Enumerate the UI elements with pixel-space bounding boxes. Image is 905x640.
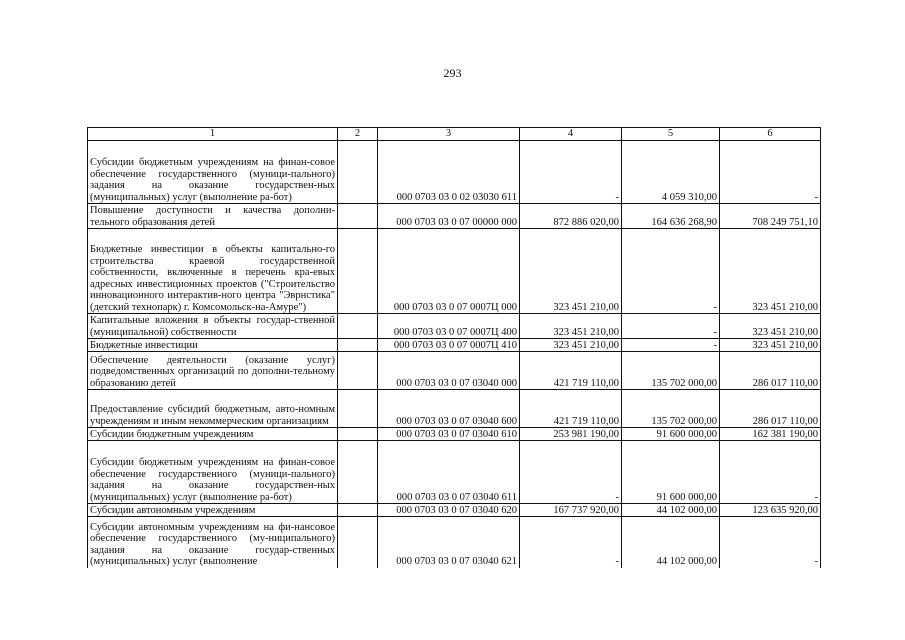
- row-col2: [338, 204, 378, 229]
- table-row: [88, 390, 821, 428]
- row-value-6: 323 451 210,00: [720, 314, 821, 339]
- table-row: [88, 352, 821, 390]
- row-value-4: 323 451 210,00: [520, 314, 622, 339]
- table-row: [88, 517, 821, 568]
- row-col2: [338, 141, 378, 204]
- table-row: [88, 441, 821, 504]
- row-value-5: -: [622, 314, 720, 339]
- row-col2: [338, 229, 378, 314]
- row-name: Бюджетные инвестиции в объекты капитально-го строительства краевой государственной собственности, включенные в перечень кра-евых адресных инвестиционных проектов ("Строительство инновационного интерактив-ного центра "Эврнстика" (детский технопарк) г. Комсомольск-на-Амуре"): [88, 229, 338, 314]
- row-name: Субсидии автономным учреждениям: [88, 504, 338, 517]
- row-name: Субсидии бюджетным учреждениям: [88, 428, 338, 441]
- row-value-4: 323 451 210,00: [520, 339, 622, 352]
- row-value-5: 164 636 268,90: [622, 204, 720, 229]
- row-col2: [338, 441, 378, 504]
- row-col2: [338, 504, 378, 517]
- row-col2: [338, 428, 378, 441]
- column-header: 5: [622, 128, 720, 141]
- row-code: 000 0703 03 0 07 00000 000: [378, 204, 520, 229]
- row-value-6: 286 017 110,00: [720, 352, 821, 390]
- row-value-5: 91 600 000,00: [622, 428, 720, 441]
- column-header: 1: [88, 128, 338, 141]
- row-name: Субсидии бюджетным учреждениям на финан-совое обеспечение государственного (муници-пального) задания на оказание государствен-ных (муниципальных) услуг (выполнение ра-бот): [88, 441, 338, 504]
- row-code: 000 0703 03 0 07 03040 000: [378, 352, 520, 390]
- row-col2: [338, 314, 378, 339]
- row-code: 000 0703 03 0 07 03040 610: [378, 428, 520, 441]
- table-row: [88, 229, 821, 314]
- row-value-4: 167 737 920,00: [520, 504, 622, 517]
- row-value-6: 162 381 190,00: [720, 428, 821, 441]
- row-value-6: -: [720, 141, 821, 204]
- row-value-6: 323 451 210,00: [720, 229, 821, 314]
- row-value-4: 253 981 190,00: [520, 428, 622, 441]
- row-value-5: -: [622, 339, 720, 352]
- row-value-5: 135 702 000,00: [622, 352, 720, 390]
- row-code: 000 0703 03 0 07 0007Ц 400: [378, 314, 520, 339]
- table-row: [88, 314, 821, 339]
- row-value-6: 123 635 920,00: [720, 504, 821, 517]
- row-value-5: 44 102 000,00: [622, 504, 720, 517]
- row-value-4: -: [520, 441, 622, 504]
- row-value-6: 708 249 751,10: [720, 204, 821, 229]
- row-code: 000 0703 03 0 07 03040 611: [378, 441, 520, 504]
- row-name: Повышение доступности и качества дополни-тельного образования детей: [88, 204, 338, 229]
- row-code: 000 0703 03 0 02 03030 611: [378, 141, 520, 204]
- row-value-4: -: [520, 517, 622, 568]
- column-header: 2: [338, 128, 378, 141]
- column-header: 3: [378, 128, 520, 141]
- row-col2: [338, 352, 378, 390]
- row-value-4: 872 886 020,00: [520, 204, 622, 229]
- row-value-5: 44 102 000,00: [622, 517, 720, 568]
- table-row: [88, 504, 821, 517]
- column-header: 4: [520, 128, 622, 141]
- row-code: 000 0703 03 0 07 0007Ц 410: [378, 339, 520, 352]
- table-row: [88, 141, 821, 204]
- table-header-row: [88, 128, 821, 141]
- row-value-4: -: [520, 141, 622, 204]
- table-row: [88, 428, 821, 441]
- row-name: Обеспечение деятельности (оказание услуг) подведомственных организаций по дополни-тельному образованию детей: [88, 352, 338, 390]
- row-value-6: 323 451 210,00: [720, 339, 821, 352]
- row-value-5: -: [622, 229, 720, 314]
- row-code: 000 0703 03 0 07 03040 620: [378, 504, 520, 517]
- row-code: 000 0703 03 0 07 0007Ц 000: [378, 229, 520, 314]
- row-value-4: 323 451 210,00: [520, 229, 622, 314]
- row-code: 000 0703 03 0 07 03040 600: [378, 390, 520, 428]
- table-row: [88, 339, 821, 352]
- row-value-5: 135 702 000,00: [622, 390, 720, 428]
- page-number: 293: [443, 66, 462, 80]
- row-code: 000 0703 03 0 07 03040 621: [378, 517, 520, 568]
- row-name: Капитальные вложения в объекты государ-ственной (муниципальной) собственности: [88, 314, 338, 339]
- row-value-4: 421 719 110,00: [520, 390, 622, 428]
- row-col2: [338, 517, 378, 568]
- row-name: Субсидии автономным учреждениям на фи-нансовое обеспечение государственного (му-ниципального) задания на оказание государ-ственных (муниципальных) услуг (выполнение: [88, 517, 338, 568]
- budget-table: [87, 127, 821, 568]
- row-name: Субсидии бюджетным учреждениям на финан-совое обеспечение государственного (муници-пального) задания на оказание государствен-ных (муниципальных) услуг (выполнение ра-бот): [88, 141, 338, 204]
- table-row: [88, 204, 821, 229]
- row-value-5: 91 600 000,00: [622, 441, 720, 504]
- row-value-6: 286 017 110,00: [720, 390, 821, 428]
- row-value-6: -: [720, 441, 821, 504]
- row-name: Предоставление субсидий бюджетным, авто-номным учреждениям и иным некоммерческим организациям: [88, 390, 338, 428]
- row-col2: [338, 339, 378, 352]
- row-name: Бюджетные инвестиции: [88, 339, 338, 352]
- column-header: 6: [720, 128, 821, 141]
- row-value-4: 421 719 110,00: [520, 352, 622, 390]
- row-value-5: 4 059 310,00: [622, 141, 720, 204]
- row-value-6: -: [720, 517, 821, 568]
- row-col2: [338, 390, 378, 428]
